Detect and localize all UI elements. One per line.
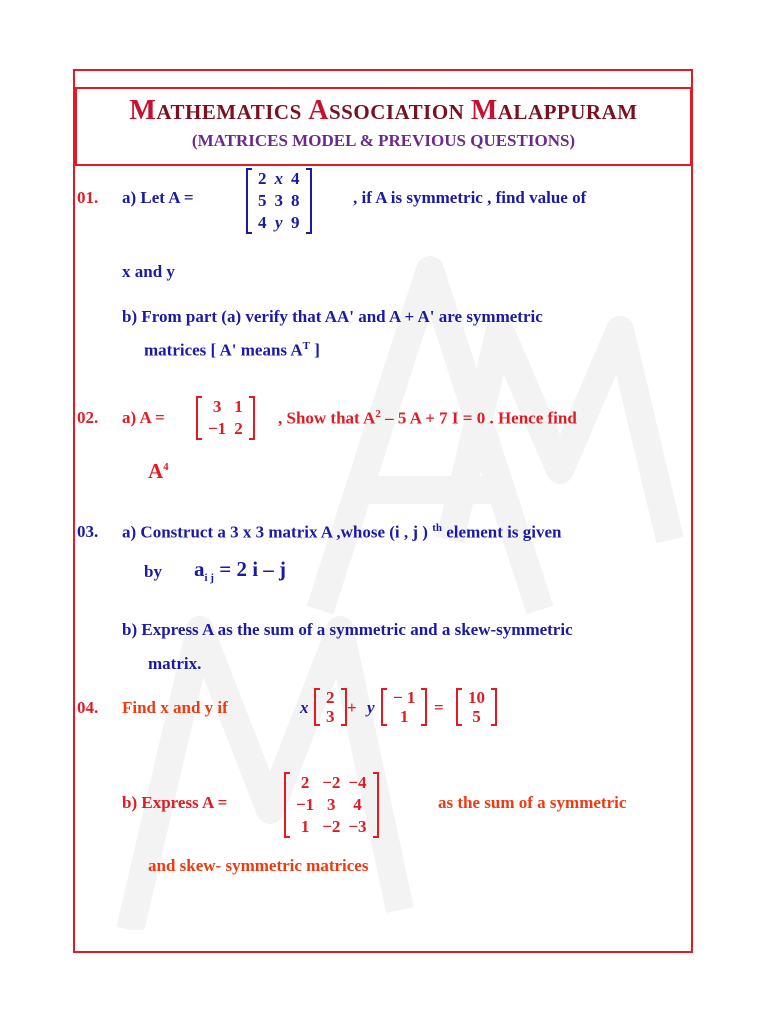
q2-show-that: , Show that $A^2 - 5$ A + 7 I = 0 . Hence find [278,408,577,428]
matrix-cell: x [274,169,283,188]
header-title [77,95,690,127]
q1-a-continued: x and y [122,262,175,281]
matrix-cell: 1 [234,397,243,416]
title-initial-3: M [470,95,498,126]
matrix-cell: 2 [258,169,267,188]
q1-b-line2: matrices [ A' means $A^T$ ] [144,340,320,360]
q2-a-prefix: a) A = [122,408,165,427]
q2-matrix [196,396,255,440]
q3-b-line2: matrix. [148,654,202,673]
q1-a-suffix: , if A is symmetric , find value of [353,188,587,207]
q3-by: by [144,562,162,581]
q2-a4: $A^4$ [148,459,169,483]
vector-cell: 3 [326,707,335,726]
matrix-cell: −3 [348,817,367,836]
title-rest-2: SSOCIATION [329,100,465,124]
q3-formula: $a_{i j} = 2$ i – j [194,557,287,585]
q4-number: 04. [77,698,99,717]
q1-b-line1: b) From part (a) verify that AA' and A + A' are symmetric [122,307,543,326]
q4-vector-2 [381,688,427,726]
header-box [75,87,692,166]
vector-cell: 5 [472,707,481,726]
q4-b-continued: and skew- symmetric matrices [148,856,369,875]
matrix-cell: −2 [322,773,341,792]
header-subtitle: (MATRICES MODEL & PREVIOUS QUESTIONS) [191,131,576,150]
vector-cell: 1 [399,707,409,726]
q4-b-prefix: b) Express A = [122,793,228,812]
matrix-cell: 4 [291,169,300,188]
q4-plus: + [347,698,357,717]
matrix-cell: 3 [274,191,283,210]
vector-cell: 2 [326,688,335,707]
q1-number: 01. [77,188,99,207]
matrix-cell: −2 [322,817,341,836]
q1-a-prefix: a) Let A = [122,188,194,207]
matrix-cell: 9 [291,213,300,232]
title-initial-2: A [308,95,329,126]
q3-a-line: a) Construct a 3 x 3 matrix A ,whose (i , j ) $^{th}$ element is given [122,522,562,542]
q3-number: 03. [77,522,99,541]
matrix-cell: −4 [348,773,367,792]
q4-vector-3 [456,688,497,726]
matrix-cell: 2 [234,419,243,438]
q3-b-line1: b) Express A as the sum of a symmetric and a skew-symmetric [122,620,573,639]
matrix-cell: 4 [353,795,362,814]
matrix-cell: −1 [208,419,227,438]
q2-number: 02. [77,408,99,427]
matrix-cell: 3 [212,397,222,416]
q4-b-matrix [284,772,379,838]
q4-vector-1 [314,688,347,726]
q4-x: x [300,698,309,717]
q4-y: y [367,698,375,717]
title-initial-1: M [129,95,157,126]
matrix-cell: y [274,213,283,232]
title-rest-3: ALAPPURAM [497,100,638,124]
matrix-cell: 1 [300,817,310,836]
matrix-cell: 3 [327,795,336,814]
matrix-cell: 5 [258,191,267,210]
matrix-cell: 4 [258,213,267,232]
matrix-cell: 2 [300,773,310,792]
q4-find: Find x and y if [122,698,228,717]
vector-cell: 10 [468,688,485,707]
matrix-cell: −1 [296,795,315,814]
title-rest-1: ATHEMATICS [156,100,302,124]
q4-equals: = [434,698,444,717]
vector-cell: − 1 [393,688,416,707]
q4-b-suffix: as the sum of a symmetric [438,793,627,812]
q1-matrix [246,168,312,234]
matrix-cell: 8 [291,191,300,210]
